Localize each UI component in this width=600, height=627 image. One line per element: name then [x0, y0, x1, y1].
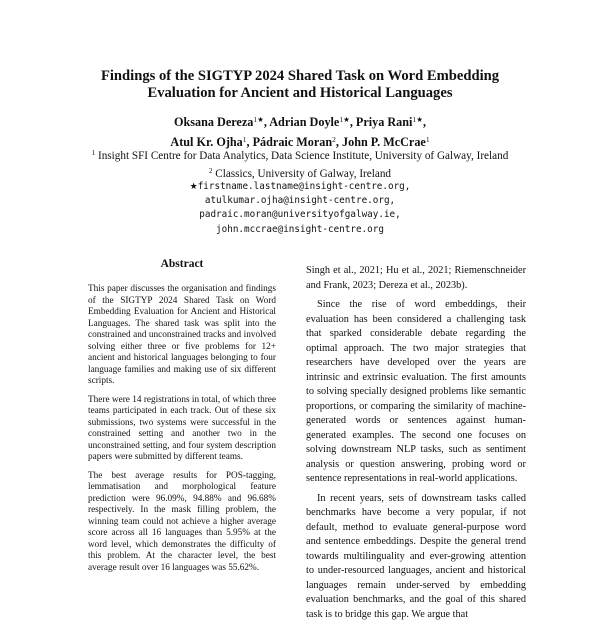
author: Oksana Dereza$^{1★}$, — [174, 115, 270, 129]
email-line: john.mccrae@insight-centre.org — [216, 223, 384, 235]
abstract-body — [88, 284, 276, 581]
paper-title — [60, 68, 540, 102]
email-line: atulkumar.ojha@insight-centre.org, — [204, 195, 396, 207]
affiliation: $^2$ Classics, University of Galway, Ireland — [208, 167, 392, 180]
author: Pádraic Moran$^2$, — [252, 135, 342, 149]
email-line: padraic.moran@universityofgalway.ie, — [199, 209, 401, 221]
star-mark: ★ — [189, 182, 198, 192]
abstract-paragraph: There were 14 registrations in total, of which three teams participated in each track. Out of these six submissions, two systems were successful in the constrained setting and another two in the unconstrained setting, and four system description papers were submitted by different teams. — [88, 394, 276, 462]
body-paragraph: Since the rise of word embeddings, their evaluation has been considered a challenging task that sparked considerable debate regarding the optimal approach. The two major strategies that researchers have developed over the years are intrinsic and extrinsic evaluation. The first amounts to solving specially designed problems like semantic proportions, or comparing the similarity of machine-generated words or sentences against human-generated examples. The second one focuses on solving downstream NLP tasks, such as sentiment analysis or question answering, probing word or sentence representations in real-world applications. — [306, 299, 526, 484]
affiliations — [40, 146, 560, 182]
author: Priya Rani$^{1★}$, — [355, 115, 426, 129]
body-paragraph: Singh et al., 2021; Hu et al., 2021; Riemenschneider and Frank, 2023; Dereza et al., 2023b). — [306, 265, 526, 291]
abstract-paragraph: The best average results for POS-tagging, lemmatisation and morphological feature prediction were 96.09%, 94.88% and 96.68% respectively. In the mask filling problem, the winning team could not achieve a higher average score across all 16 languages than 5.95% at the word level, which demonstrates the difficulty of this problem. At the character level, the best average result over 16 languages was 55.62%. — [88, 470, 276, 573]
title-line-2: Evaluation for Ancient and Historical Languages — [147, 85, 453, 101]
affiliation: $^1$ Insight SFI Centre for Data Analytics, Data Science Institute, University of Galway, Ireland — [91, 149, 509, 162]
author-list — [60, 111, 540, 151]
email-block — [60, 180, 540, 237]
email-line: ★firstname.lastname@insight-centre.org, — [189, 181, 411, 192]
abstract-paragraph: This paper discusses the organisation and findings of the SIGTYP 2024 Shared Task on Word Embedding Evaluation for Ancient and Historical Languages. The shared task was split into the constrained and unconstrained tracks and involved solving either three or five problems for 12+ ancient and historical languages belonging to four language families and making use of six different scripts. — [88, 284, 276, 386]
abstract-heading: Abstract — [160, 258, 204, 270]
title-line-1: Findings of the SIGTYP 2024 Shared Task on Word Embedding — [100, 68, 500, 84]
body-paragraph: In recent years, sets of downstream tasks called benchmarks have become a very popular, if not default, method to evaluate general-purpose word and sentence embeddings. Despite the general trend towards multilinguality and ever-growing attention to under-resourced languages, ancient and historical languages remain under-served by embedding evaluation benchmarks, and the goal of this shared task is to bridge this gap. We argue that — [306, 492, 526, 620]
author: John P. McCrae$^1$ — [342, 135, 430, 149]
author: Atul Kr. Ojha$^1$, — [170, 135, 253, 149]
body-column — [306, 264, 526, 627]
author: Adrian Doyle$^{1★}$, — [269, 115, 356, 129]
